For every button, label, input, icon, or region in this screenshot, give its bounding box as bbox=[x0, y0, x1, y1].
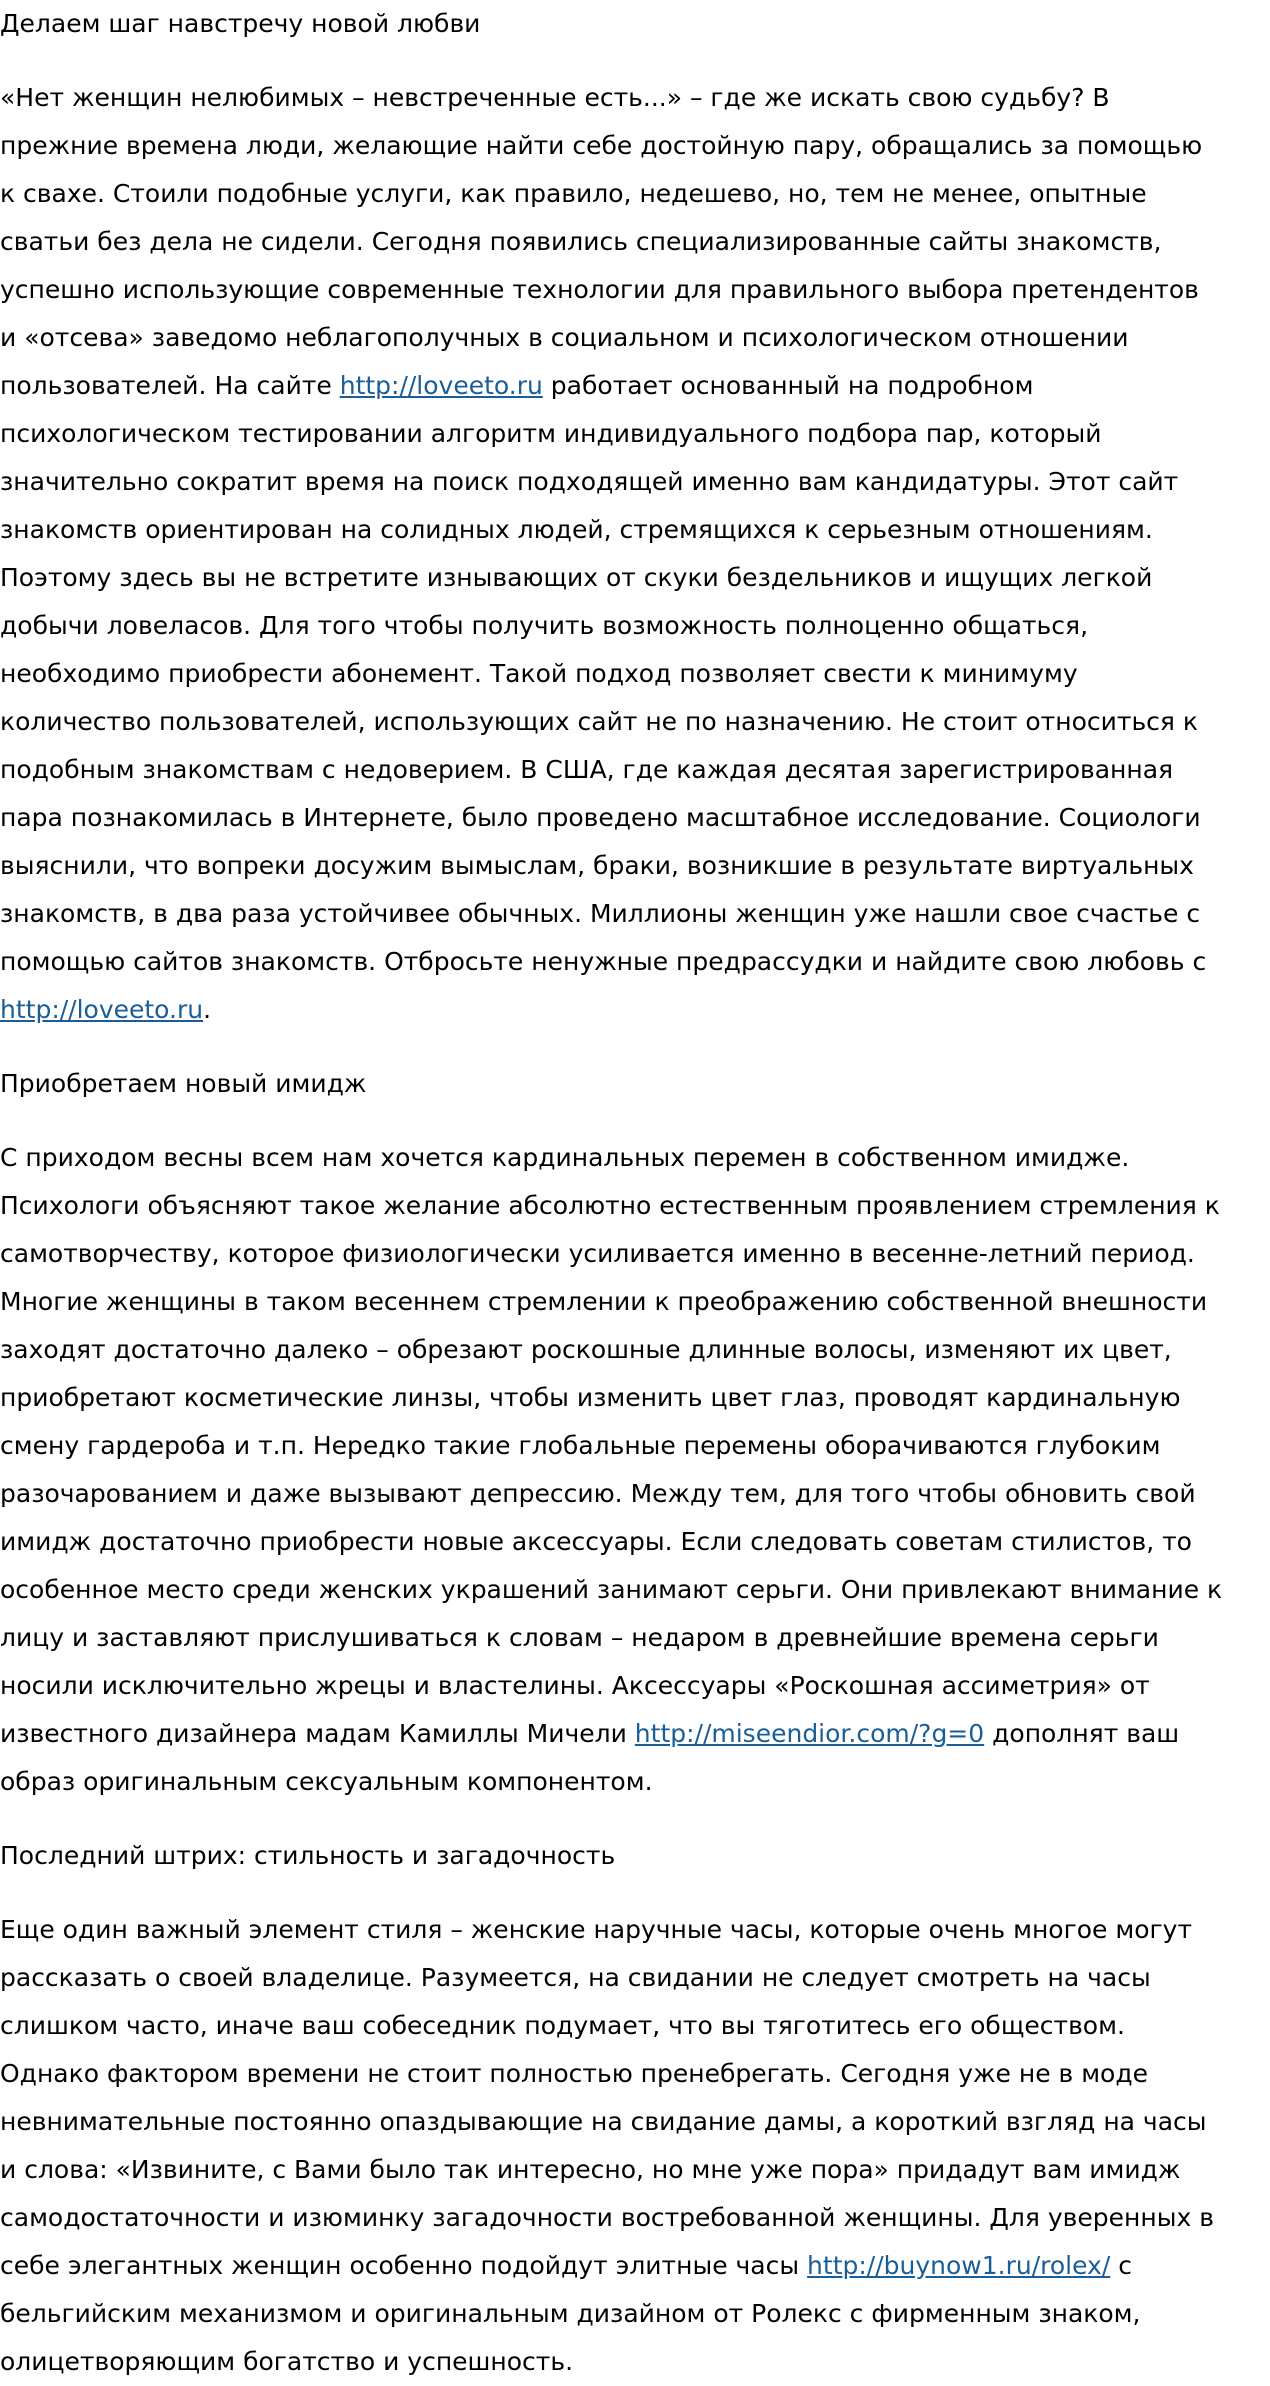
text-segment: с bbox=[1110, 2251, 1132, 2280]
text-segment: количество пользователей, использующих сайт не по назначению. Не стоит относиться к bbox=[0, 707, 1199, 736]
spacer bbox=[0, 1034, 1270, 1060]
text-line bbox=[0, 1182, 1270, 1230]
section-paragraph bbox=[0, 1906, 1270, 2386]
section-paragraph bbox=[0, 74, 1270, 1034]
text-segment: и «отсева» заведомо неблагополучных в социальном и психологическом отношении bbox=[0, 323, 1129, 352]
text-segment: Психологи объясняют такое желание абсолютно естественным проявлением стремления к bbox=[0, 1191, 1220, 1220]
external-link[interactable]: http://loveeto.ru bbox=[0, 995, 204, 1024]
text-segment: рассказать о своей владелице. Разумеется, на свидании не следует смотреть на часы bbox=[0, 1963, 1151, 1992]
text-line bbox=[0, 506, 1270, 554]
text-segment: самотворчеству, которое физиологически усиливается именно в весенне-летний период. bbox=[0, 1239, 1195, 1268]
spacer bbox=[0, 1880, 1270, 1906]
text-line bbox=[0, 1954, 1270, 2002]
text-line bbox=[0, 1758, 1270, 1806]
text-line bbox=[0, 2194, 1270, 2242]
text-segment: к свахе. Стоили подобные услуги, как правило, недешево, но, тем не менее, опытные bbox=[0, 179, 1147, 208]
text-segment: значительно сократит время на поиск подходящей именно вам кандидатуры. Этот сайт bbox=[0, 467, 1179, 496]
text-line bbox=[0, 1134, 1270, 1182]
external-link[interactable]: http://miseendior.com/?g=0 bbox=[634, 1719, 985, 1748]
section-heading: Приобретаем новый имидж bbox=[0, 1069, 367, 1098]
text-line bbox=[0, 1278, 1270, 1326]
text-line bbox=[0, 266, 1270, 314]
section-heading: Последний штрих: стильность и загадочность bbox=[0, 1841, 616, 1870]
text-line bbox=[0, 794, 1270, 842]
text-segment: успешно использующие современные технологии для правильного выбора претендентов bbox=[0, 275, 1199, 304]
text-segment: заходят достаточно далеко – обрезают роскошные длинные волосы, изменяют их цвет, bbox=[0, 1335, 1172, 1364]
text-segment: слишком часто, иначе ваш собеседник подумает, что вы тяготитесь его обществом. bbox=[0, 2011, 1125, 2040]
text-segment: разочарованием и даже вызывают депрессию. Между тем, для того чтобы обновить свой bbox=[0, 1479, 1196, 1508]
text-line bbox=[0, 362, 1270, 410]
text-line bbox=[0, 1326, 1270, 1374]
text-segment: приобретают косметические линзы, чтобы изменить цвет глаз, проводят кардинальную bbox=[0, 1383, 1181, 1412]
text-line bbox=[0, 698, 1270, 746]
text-line bbox=[0, 2050, 1270, 2098]
text-segment: . bbox=[203, 995, 212, 1024]
spacer bbox=[0, 1108, 1270, 1134]
text-line bbox=[0, 2098, 1270, 2146]
text-segment: особенное место среди женских украшений занимают серьги. Они привлекают внимание к bbox=[0, 1575, 1223, 1604]
text-line bbox=[0, 1906, 1270, 1954]
text-line bbox=[0, 1662, 1270, 1710]
text-segment: невнимательные постоянно опаздывающие на свидание дамы, а короткий взгляд на часы bbox=[0, 2107, 1207, 2136]
text-line bbox=[0, 2002, 1270, 2050]
text-segment: смену гардероба и т.п. Нередко такие глобальные перемены оборачиваются глубоким bbox=[0, 1431, 1161, 1460]
text-line bbox=[0, 986, 1270, 1034]
text-segment: знакомств, в два раза устойчивее обычных. Миллионы женщин уже нашли свое счастье с bbox=[0, 899, 1201, 928]
text-segment: самодостаточности и изюминку загадочности востребованной женщины. Для уверенных в bbox=[0, 2203, 1214, 2232]
text-segment: подобным знакомствам с недоверием. В США, где каждая десятая зарегистрированная bbox=[0, 755, 1174, 784]
text-segment: бельгийским механизмом и оригинальным дизайном от Ролекс с фирменным знаком, bbox=[0, 2299, 1141, 2328]
text-segment: пара познакомилась в Интернете, было проведено масштабное исследование. Социологи bbox=[0, 803, 1201, 832]
external-link[interactable]: http://buynow1.ru/rolex/ bbox=[807, 2251, 1111, 2280]
text-segment: пользователей. На сайте bbox=[0, 371, 340, 400]
text-line bbox=[0, 1422, 1270, 1470]
text-line bbox=[0, 74, 1270, 122]
text-segment: необходимо приобрести абонемент. Такой подход позволяет свести к минимуму bbox=[0, 659, 1078, 688]
text-segment: образ оригинальным сексуальным компонентом. bbox=[0, 1767, 653, 1796]
text-segment: известного дизайнера мадам Камиллы Мичели bbox=[0, 1719, 635, 1748]
text-line bbox=[0, 938, 1270, 986]
text-line bbox=[0, 746, 1270, 794]
text-segment: С приходом весны всем нам хочется кардинальных перемен в собственном имидже. bbox=[0, 1143, 1130, 1172]
text-line bbox=[0, 2338, 1270, 2386]
text-line bbox=[0, 458, 1270, 506]
text-line bbox=[0, 2290, 1270, 2338]
text-line bbox=[0, 2242, 1270, 2290]
text-segment: себе элегантных женщин особенно подойдут элитные часы bbox=[0, 2251, 808, 2280]
text-line bbox=[0, 1614, 1270, 1662]
text-line bbox=[0, 314, 1270, 362]
text-segment: добычи ловеласов. Для того чтобы получить возможность полноценно общаться, bbox=[0, 611, 1089, 640]
text-segment: помощью сайтов знакомств. Отбросьте ненужные предрассудки и найдите свою любовь с bbox=[0, 947, 1207, 976]
text-line bbox=[0, 554, 1270, 602]
text-line bbox=[0, 1518, 1270, 1566]
text-segment: олицетворяющим богатство и успешность. bbox=[0, 2347, 574, 2376]
text-line bbox=[0, 218, 1270, 266]
text-segment: и слова: «Извините, с Вами было так интересно, но мне уже пора» придадут вам имидж bbox=[0, 2155, 1181, 2184]
spacer bbox=[0, 48, 1270, 74]
text-segment: работает основанный на подробном bbox=[542, 371, 1034, 400]
text-segment: сватьи без дела не сидели. Сегодня появились специализированные сайты знакомств, bbox=[0, 227, 1162, 256]
text-segment: «Нет женщин нелюбимых – невстреченные есть...» – где же искать свою судьбу? В bbox=[0, 83, 1110, 112]
text-segment: дополнят ваш bbox=[984, 1719, 1180, 1748]
text-line bbox=[0, 1710, 1270, 1758]
spacer bbox=[0, 1806, 1270, 1832]
text-line bbox=[0, 890, 1270, 938]
text-segment: носили исключительно жрецы и властелины. Аксессуары «Роскошная ассиметрия» от bbox=[0, 1671, 1150, 1700]
text-line bbox=[0, 2146, 1270, 2194]
text-segment: прежние времена люди, желающие найти себе достойную пару, обращались за помощью bbox=[0, 131, 1203, 160]
text-segment: психологическом тестировании алгоритм индивидуального подбора пар, который bbox=[0, 419, 1102, 448]
text-line bbox=[0, 1470, 1270, 1518]
text-segment: Многие женщины в таком весеннем стремлении к преображению собственной внешности bbox=[0, 1287, 1208, 1316]
section-heading: Делаем шаг навстречу новой любви bbox=[0, 9, 481, 38]
text-line bbox=[0, 170, 1270, 218]
text-line bbox=[0, 1566, 1270, 1614]
text-line bbox=[0, 1374, 1270, 1422]
text-segment: имидж достаточно приобрести новые аксессуары. Если следовать советам стилистов, то bbox=[0, 1527, 1192, 1556]
text-line bbox=[0, 1230, 1270, 1278]
text-segment: лицу и заставляют прислушиваться к словам – недаром в древнейшие времена серьги bbox=[0, 1623, 1159, 1652]
text-segment: знакомств ориентирован на солидных людей, стремящихся к серьезным отношениям. bbox=[0, 515, 1153, 544]
text-segment: Однако фактором времени не стоит полностью пренебрегать. Сегодня уже не в моде bbox=[0, 2059, 1149, 2088]
text-line bbox=[0, 602, 1270, 650]
section-paragraph bbox=[0, 1134, 1270, 1806]
external-link[interactable]: http://loveeto.ru bbox=[339, 371, 543, 400]
text-line bbox=[0, 842, 1270, 890]
text-line bbox=[0, 410, 1270, 458]
text-segment: Поэтому здесь вы не встретите изнывающих от скуки бездельников и ищущих легкой bbox=[0, 563, 1153, 592]
text-line bbox=[0, 122, 1270, 170]
text-segment: выяснили, что вопреки досужим вымыслам, браки, возникшие в результате виртуальных bbox=[0, 851, 1194, 880]
text-segment: Еще один важный элемент стиля – женские наручные часы, которые очень многое могут bbox=[0, 1915, 1193, 1944]
text-line bbox=[0, 650, 1270, 698]
